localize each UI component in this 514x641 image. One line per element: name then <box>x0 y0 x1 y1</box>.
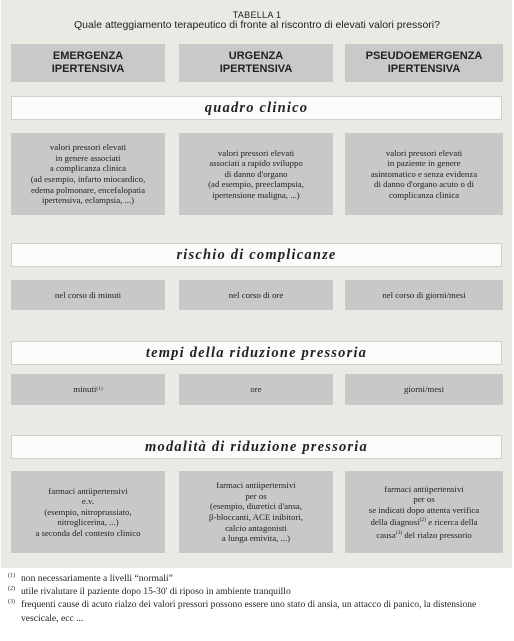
cell-modalita-urgenza: farmaci antiipertensivi per os (esempio, diuretici d'ansa, β-bloccanti, ACE inibitori, calcio antagonisti a lunga emivita, ...) <box>179 471 333 553</box>
cell-tempi-emergenza <box>11 374 165 405</box>
cell-modalita-emergenza: farmaci antiipertensivi e.v. (esempio, nitroprussiato, nitroglicerina, ...) a seconda del contesto clinico <box>11 471 165 553</box>
cell-rischio-pseudoemergenza: nel corso di giorni/mesi <box>345 280 503 310</box>
section-title-quadro-clinico: quadro clinico <box>11 96 502 120</box>
cell-tempi-emergenza-text: minuti <box>73 384 97 395</box>
section-title-rischio: rischio di complicanze <box>11 243 502 267</box>
footnote-ref-1: (1) <box>96 386 103 393</box>
footnote-ref-3: (3) <box>395 529 403 536</box>
footnote-2: (2) utile rivalutare il paziente dopo 15-30' di riposo in ambiente tranquillo <box>8 586 291 598</box>
section-title-tempi: tempi della riduzione pressoria <box>11 341 502 365</box>
footnote-ref-2: (2) <box>419 517 426 524</box>
cell-modalita-pseudoemergenza: farmaci antiipertensivi per os se indicati dopo attenta verifica della diagnosi$^{(2)}$ e ricerca della causa$^{(3)}$ del rialzo pressorio <box>345 471 503 553</box>
cell-quadro-urgenza: valori pressori elevati associati a rapido sviluppo di danno d'organo (ad esempio, preeclampsia, ipertensione maligna, ...) <box>179 133 333 215</box>
footnotes <box>8 572 508 625</box>
footnote-1: (1) non necessariamente a livelli “normali” <box>8 573 173 584</box>
column-header-urgenza: URGENZA IPERTENSIVA <box>179 44 333 82</box>
cell-quadro-emergenza: valori pressori elevati in genere associati a complicanza clinica (ad esempio, infarto miocardico, edema polmonare, encefalopatia ipertensiva, eclampsia, ...) <box>11 133 165 215</box>
cell-rischio-emergenza: nel corso di minuti <box>11 280 165 310</box>
cell-tempi-pseudoemergenza: giorni/mesi <box>345 374 503 405</box>
column-header-pseudoemergenza: PSEUDOEMERGENZA IPERTENSIVA <box>345 44 503 82</box>
section-title-modalita: modalità di riduzione pressoria <box>11 435 502 459</box>
table-label: TABELLA 1 <box>232 10 282 20</box>
cell-tempi-urgenza: ore <box>179 374 333 405</box>
column-header-emergenza: EMERGENZA IPERTENSIVA <box>11 44 165 82</box>
cell-quadro-pseudoemergenza: valori pressori elevati in paziente in genere asintomatico e senza evidenza di danno d'organo acuto o di complicanza clinica <box>345 133 503 215</box>
table-question: Quale atteggiamento terapeutico di fronte al riscontro di elevati valori pressori? <box>74 19 440 31</box>
footnote-3: (3) frequenti cause di acuto rialzo dei valori pressori possono essere uno stato di ansia, un attacco di panico, la distensione vescicale, ecc ... <box>8 599 477 624</box>
cell-rischio-urgenza: nel corso di ore <box>179 280 333 310</box>
